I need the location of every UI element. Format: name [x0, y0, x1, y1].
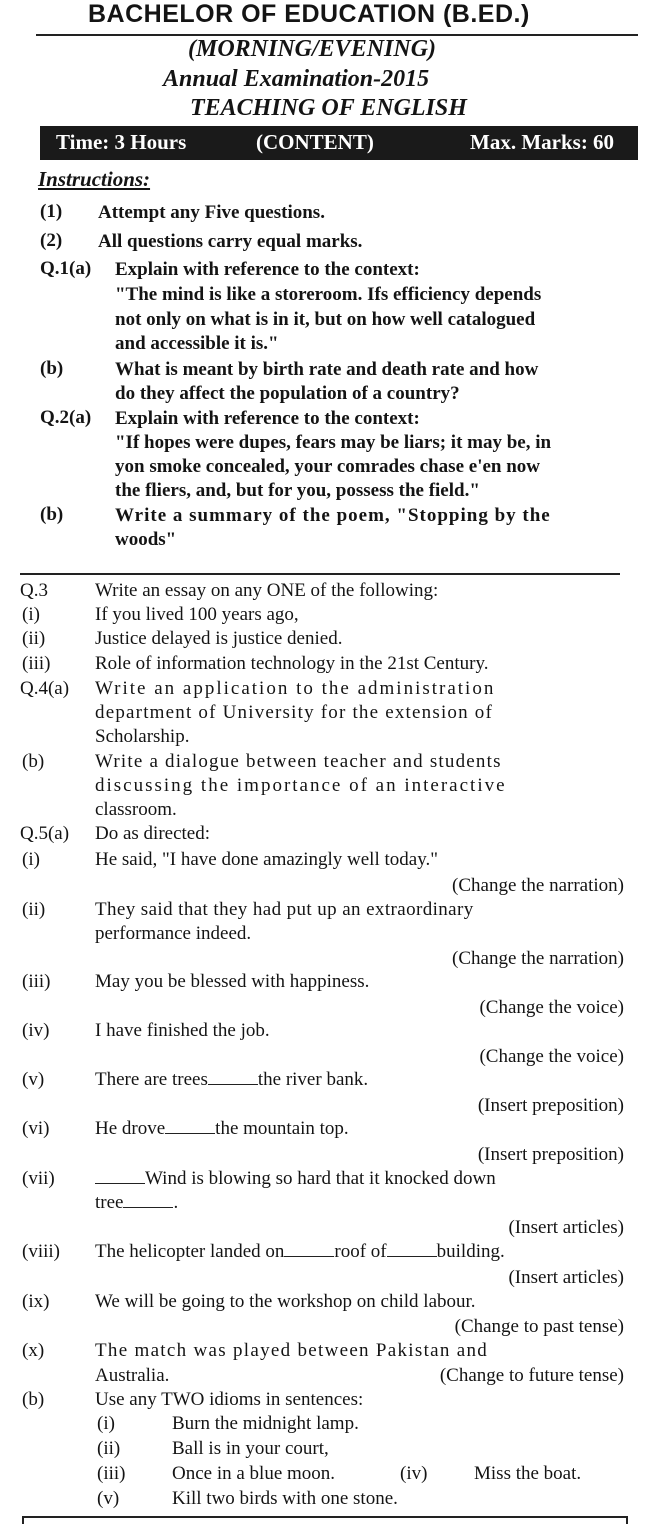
question-text: Do as directed: — [95, 823, 211, 844]
item-text: He said, "I have done amazingly well today." — [95, 849, 438, 870]
item-instruction: (Change the voice) — [479, 997, 624, 1018]
item-number: (vi) — [22, 1118, 50, 1139]
question-text: classroom. — [95, 799, 177, 820]
instructions-heading: Instructions: — [38, 167, 151, 191]
item-text — [95, 1068, 368, 1092]
item-number: (iii) — [22, 971, 51, 992]
item-number: (i) — [22, 604, 40, 625]
item-text: Australia. — [95, 1365, 170, 1386]
session-label: (MORNING/EVENING) — [188, 36, 437, 62]
text-after-blank: . — [173, 1192, 179, 1213]
question-number: (b) — [22, 751, 45, 772]
item-text — [95, 1117, 349, 1141]
idiom-number: (ii) — [97, 1438, 121, 1459]
question-text: Write a dialogue between teacher and students — [95, 751, 502, 772]
question-text: What is meant by birth rate and death rate and how — [115, 359, 539, 380]
question-text: Write an essay on any ONE of the following: — [95, 580, 439, 601]
question-text: department of University for the extension of — [95, 702, 494, 723]
question-text: Explain with reference to the context: — [115, 408, 420, 429]
fill-blank — [387, 1242, 437, 1257]
fill-blank — [123, 1193, 173, 1208]
quote-line: not only on what is in it, but on how well catalogued — [115, 309, 536, 330]
text-after-blank: the mountain top. — [215, 1118, 349, 1139]
question-number: Q.1(a) — [40, 258, 92, 279]
question-number: (b) — [40, 358, 64, 379]
item-instruction: (Insert articles) — [508, 1217, 624, 1238]
item-number: (iii) — [22, 653, 51, 674]
item-text — [95, 1240, 505, 1264]
fill-blank — [208, 1070, 258, 1085]
text-before-blank: tree — [95, 1192, 124, 1213]
item-number: (v) — [22, 1069, 45, 1090]
item-number: (vii) — [22, 1168, 55, 1189]
question-number: Q.2(a) — [40, 407, 92, 428]
question-number: (b) — [22, 1389, 45, 1410]
item-number: (ii) — [22, 628, 46, 649]
text-after-blank: building. — [436, 1241, 505, 1262]
question-number: Q.4(a) — [20, 678, 70, 699]
question-number: (b) — [40, 504, 64, 525]
question-text: Scholarship. — [95, 726, 190, 747]
item-text: Role of information technology in the 21st Century. — [95, 653, 489, 674]
item-number: (i) — [22, 849, 40, 870]
text-before-blank: He drove — [95, 1118, 166, 1139]
text-between-blanks: roof of — [334, 1241, 387, 1262]
idiom-text: Ball is in your court, — [172, 1438, 329, 1459]
quote-line: "The mind is like a storeroom. Ifs efficiency depends — [115, 284, 542, 305]
marks-label: Max. Marks: 60 — [470, 130, 615, 154]
idiom-text: Once in a blue moon. — [172, 1463, 336, 1484]
fill-blank — [284, 1242, 334, 1257]
idiom-text: Miss the boat. — [474, 1463, 582, 1484]
item-text: Justice delayed is justice denied. — [95, 628, 343, 649]
item-text — [95, 1191, 178, 1215]
idiom-number: (i) — [97, 1413, 115, 1434]
item-text — [95, 1167, 496, 1191]
question-text: Write an application to the administration — [95, 678, 496, 699]
bottom-box-edge — [22, 1516, 628, 1518]
instruction-text: Attempt any Five questions. — [98, 202, 325, 223]
bottom-box-right — [626, 1516, 628, 1524]
instruction-text: All questions carry equal marks. — [98, 231, 363, 252]
text-before-blank: The helicopter landed on — [95, 1241, 285, 1262]
item-instruction: (Change to past tense) — [454, 1316, 624, 1337]
item-text: I have finished the job. — [95, 1020, 270, 1041]
question-number: Q.3 — [20, 580, 48, 601]
fill-blank — [165, 1119, 215, 1134]
item-instruction: (Change the narration) — [452, 948, 624, 969]
item-number: (ii) — [22, 899, 46, 920]
question-text: discussing the importance of an interactive — [95, 775, 507, 796]
item-text: If you lived 100 years ago, — [95, 604, 299, 625]
idiom-text: Burn the midnight lamp. — [172, 1413, 359, 1434]
text-after-blank: Wind is blowing so hard that it knocked down — [145, 1168, 496, 1189]
item-text: May you be blessed with happiness. — [95, 971, 370, 992]
item-number: (viii) — [22, 1241, 60, 1262]
instruction-num: (1) — [40, 201, 63, 222]
idiom-number: (v) — [97, 1488, 120, 1509]
question-text: Use any TWO idioms in sentences: — [95, 1389, 364, 1410]
bottom-box-left — [22, 1516, 24, 1524]
exam-info-band — [40, 126, 638, 160]
item-number: (x) — [22, 1340, 45, 1361]
item-number: (iv) — [22, 1020, 50, 1041]
idiom-number: (iv) — [400, 1463, 428, 1484]
exam-title: BACHELOR OF EDUCATION (B.ED.) — [88, 0, 530, 28]
section-divider — [20, 573, 620, 575]
text-before-blank: There are trees — [95, 1069, 208, 1090]
exam-name: Annual Examination-2015 — [163, 66, 430, 92]
item-instruction: (Change the narration) — [452, 875, 624, 896]
item-text: performance indeed. — [95, 923, 252, 944]
time-label: Time: 3 Hours — [56, 130, 187, 154]
content-label: (CONTENT) — [256, 130, 374, 154]
idiom-text: Kill two birds with one stone. — [172, 1488, 398, 1509]
question-text: Write a summary of the poem, "Stopping by the — [115, 505, 551, 526]
idiom-number: (iii) — [97, 1463, 126, 1484]
quote-line: the fliers, and, but for you, possess the field." — [115, 480, 480, 501]
question-text: woods" — [115, 529, 177, 550]
question-text: Explain with reference to the context: — [115, 259, 420, 280]
question-number: Q.5(a) — [20, 823, 70, 844]
quote-line: yon smoke concealed, your comrades chase e'en now — [115, 456, 541, 477]
text-after-blank: the river bank. — [257, 1069, 369, 1090]
question-text: do they affect the population of a country? — [115, 383, 460, 404]
fill-blank — [95, 1169, 145, 1184]
item-instruction: (Change the voice) — [479, 1046, 624, 1067]
item-instruction: (Insert preposition) — [477, 1144, 624, 1165]
subject-name: TEACHING OF ENGLISH — [190, 95, 467, 121]
item-instruction: (Insert articles) — [508, 1267, 624, 1288]
item-number: (ix) — [22, 1291, 50, 1312]
quote-line: "If hopes were dupes, fears may be liars; it may be, in — [115, 432, 552, 453]
quote-line: and accessible it is." — [115, 333, 279, 354]
item-text: The match was played between Pakistan and — [95, 1340, 489, 1361]
item-instruction: (Insert preposition) — [477, 1095, 624, 1116]
instruction-num: (2) — [40, 230, 63, 251]
item-text: We will be going to the workshop on child labour. — [95, 1291, 476, 1312]
item-text: They said that they had put up an extraordinary — [95, 899, 474, 920]
item-instruction: (Change to future tense) — [439, 1365, 624, 1386]
